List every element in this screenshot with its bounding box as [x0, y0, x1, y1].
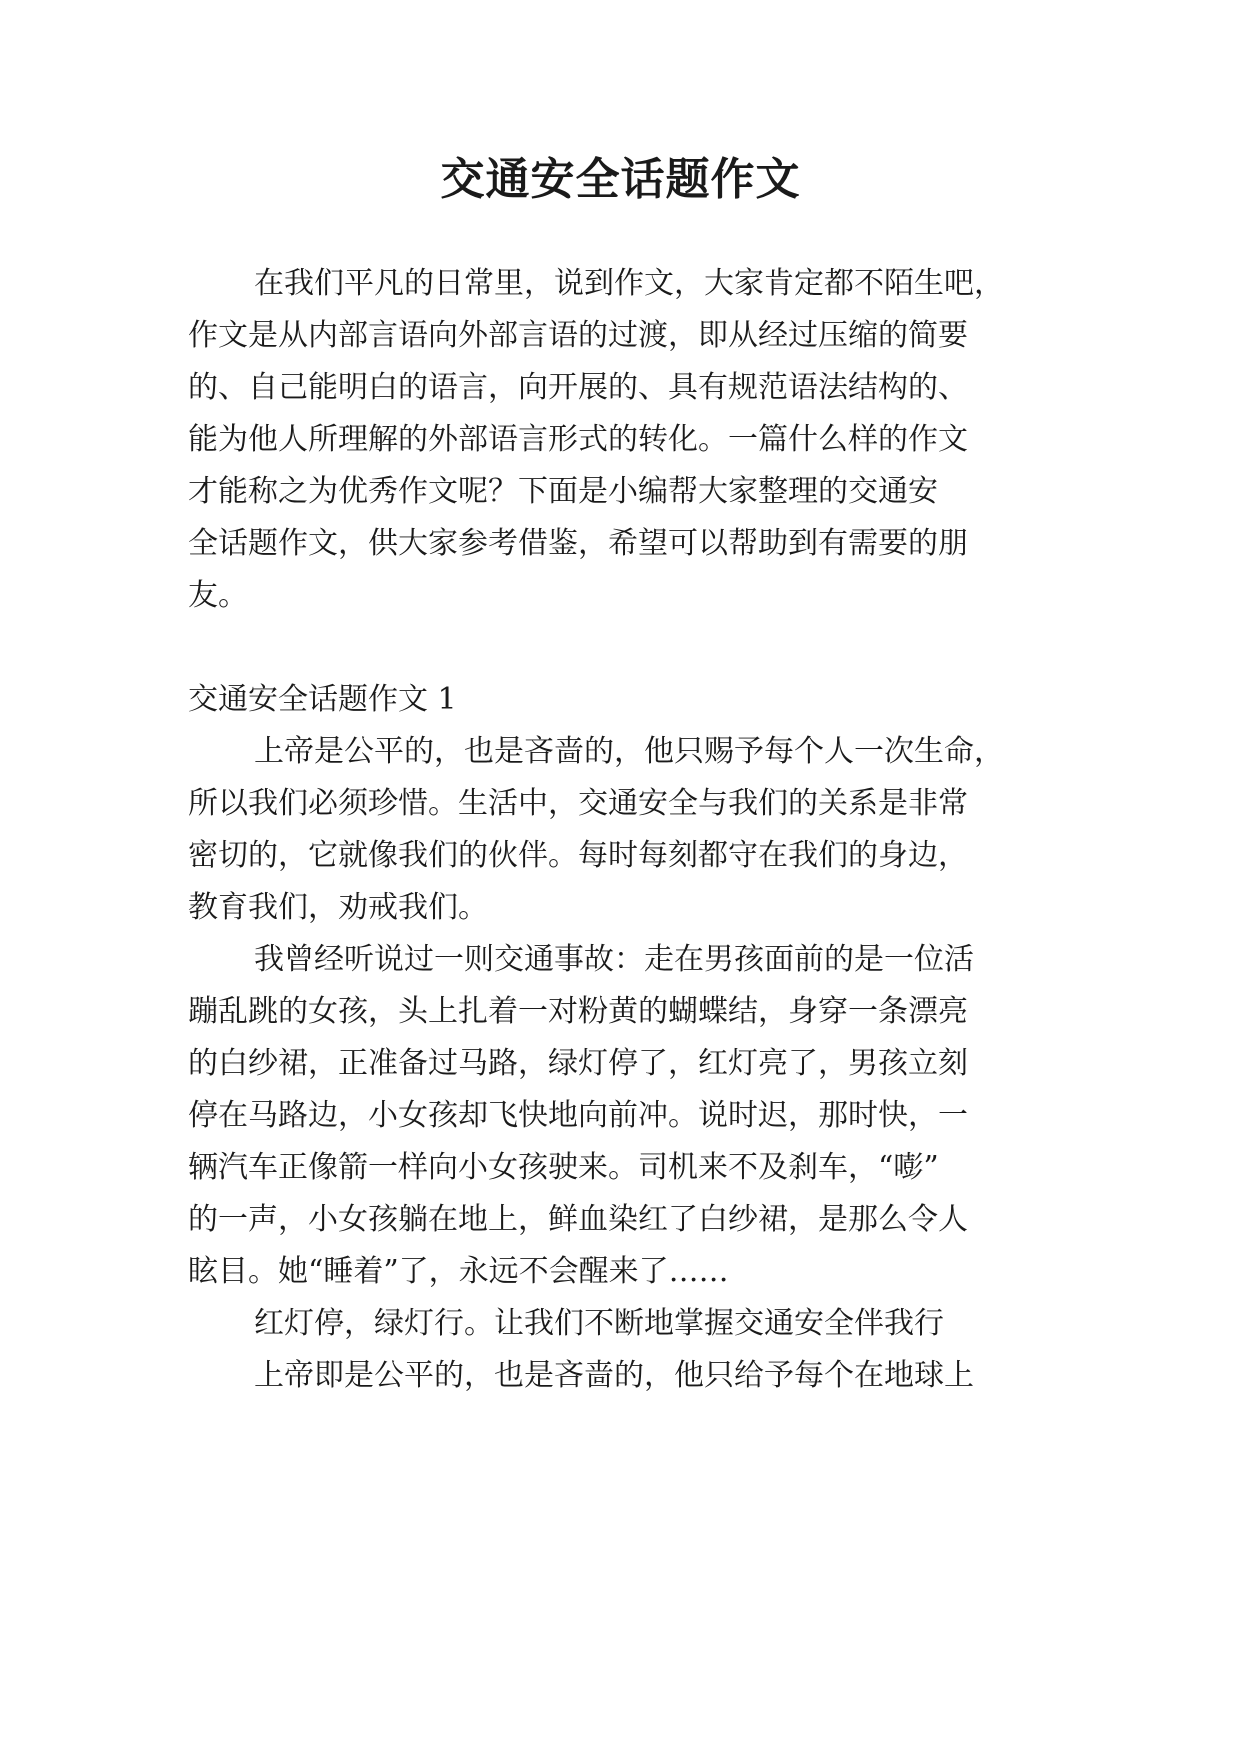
text-line: 所以我们必须珍惜。生活中，交通安全与我们的关系是非常 [188, 786, 968, 821]
text-line: 的白纱裙，正准备过马路，绿灯停了，红灯亮了，男孩立刻 [188, 1046, 968, 1081]
text-line: 辆汽车正像箭一样向小女孩驶来。司机来不及刹车，“嘭” [188, 1150, 939, 1185]
text-line: 上帝即是公平的，也是吝啬的，他只给予每个在地球上 [254, 1358, 974, 1393]
text-line: 教育我们，劝戒我们。 [188, 890, 488, 925]
text-line: 红灯停，绿灯行。让我们不断地掌握交通安全伴我行 [254, 1306, 944, 1341]
text-line: 才能称之为优秀作文呢？下面是小编帮大家整理的交通安 [188, 474, 938, 509]
text-line: 上帝是公平的，也是吝啬的，他只赐予每个人一次生命， [254, 734, 1004, 769]
text-line: 我曾经听说过一则交通事故：走在男孩面前的是一位活 [254, 942, 974, 977]
text-line: 在我们平凡的日常里，说到作文，大家肯定都不陌生吧， [254, 266, 1004, 301]
text-line: 友。 [188, 578, 248, 613]
text-line: 能为他人所理解的外部语言形式的转化。一篇什么样的作文 [188, 422, 968, 457]
text-line: 作文是从内部言语向外部言语的过渡，即从经过压缩的简要 [188, 318, 968, 353]
document-title: 交通安全话题作文 [440, 154, 801, 205]
text-line: 的一声，小女孩躺在地上，鲜血染红了白纱裙，是那么令人 [188, 1202, 968, 1237]
section-heading: 交通安全话题作文 1 [188, 682, 457, 717]
text-line: 的、自己能明白的语言，向开展的、具有规范语法结构的、 [188, 370, 968, 405]
text-line: 全话题作文，供大家参考借鉴，希望可以帮助到有需要的朋 [188, 526, 968, 561]
text-line: 蹦乱跳的女孩，头上扎着一对粉黄的蝴蝶结，身穿一条漂亮 [188, 994, 968, 1029]
text-line: 密切的，它就像我们的伙伴。每时每刻都守在我们的身边， [188, 838, 968, 873]
text-line: 眩目。她“睡着”了，永远不会醒来了…… [188, 1254, 729, 1289]
text-line: 停在马路边，小女孩却飞快地向前冲。说时迟，那时快，一 [188, 1098, 968, 1133]
